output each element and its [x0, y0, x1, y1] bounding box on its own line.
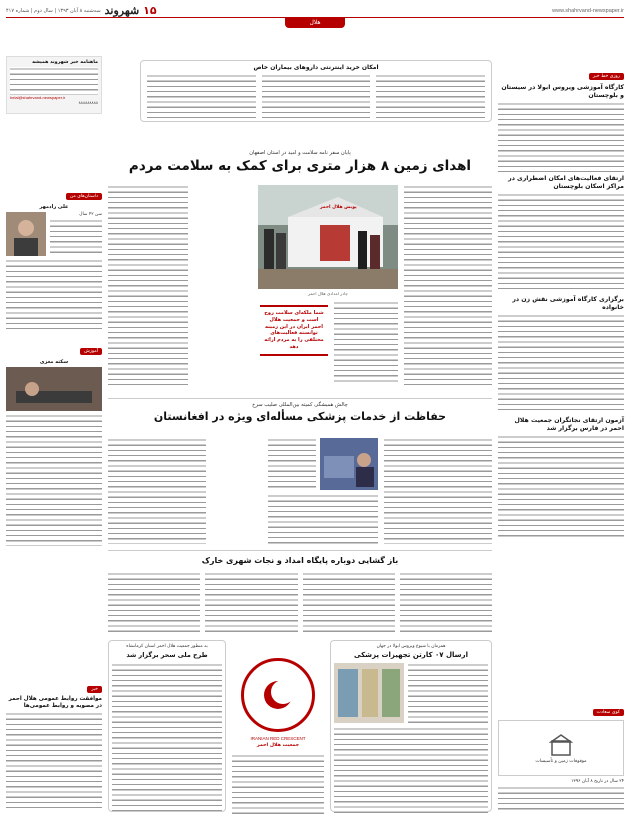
person-resting-illustration — [6, 367, 102, 411]
left-section-1-text — [6, 259, 102, 331]
author-photo — [6, 212, 46, 256]
building-icon — [549, 733, 573, 757]
right-item-1 — [498, 84, 624, 172]
second-story-photo — [320, 438, 378, 490]
second-story-column-mid — [268, 494, 378, 544]
bottom-right-center-kicker: همزمان با شیوع ویروس ابولا در جهان — [376, 644, 446, 649]
right-bottom-caption: موقوفات زمین و تأسیسات — [535, 758, 587, 764]
second-story-body — [108, 438, 492, 546]
main-story-column-right — [404, 185, 492, 385]
date-line: سه‌شنبه ۸ آبان ۱۳۹۳ | سال دوم | شماره ۴۱۷ — [6, 7, 101, 14]
top-banner-text-3 — [147, 74, 256, 120]
right-item-3-text — [498, 314, 624, 414]
main-story-headline[interactable]: اهدای زمین ۸ هزار متری برای کمک به سلامت مردم — [128, 158, 472, 174]
third-story-col-2 — [303, 572, 395, 634]
left-section-3-headline[interactable]: موافقت روابط عمومی هلال احمر در مصوبه و روابط عمومی‌ها — [8, 696, 102, 709]
masthead-brand — [6, 4, 157, 17]
right-item-1-headline[interactable]: کارگاه آموزشی ویروس ابولا در سیستان و بلوچستان — [501, 84, 624, 99]
medical-supplies-photo — [334, 663, 404, 723]
bottom-right-center-headline[interactable]: ارسال ۰۷ کارتن تجهیزات پزشکی — [354, 651, 468, 659]
left-section-3-tag[interactable]: خبر — [87, 686, 102, 693]
section-tab[interactable]: هلال — [285, 18, 345, 28]
site-url[interactable]: www.shahrvand-newspaper.ir — [552, 7, 624, 14]
bottom-center-kicker: به منظور جمعیت هلال احمر استان کرمانشاه — [126, 644, 208, 649]
bottom-center-text-2 — [232, 754, 324, 814]
second-story-headline[interactable]: حفاظت از خدمات پزشکی مسأله‌ای ویژه در افغانستان — [153, 410, 447, 423]
right-item-4-text — [498, 435, 624, 537]
main-story — [108, 150, 492, 174]
left-section-3-text — [6, 712, 102, 812]
third-story-col-4 — [108, 572, 200, 634]
left-column — [6, 56, 102, 812]
left-notice-email[interactable]: helal@shahrvand-newspaper.ir — [10, 95, 66, 100]
third-story — [108, 556, 492, 565]
story-divider — [108, 398, 492, 399]
left-notice-title: ماهنامه خبر شهروند همیشه — [32, 60, 98, 65]
left-author-bio — [50, 219, 102, 255]
page-number: ۱۵ — [143, 4, 157, 17]
second-story-column-right — [384, 438, 492, 544]
red-crescent-logo — [241, 658, 315, 732]
right-item-4 — [498, 417, 624, 537]
story-divider-2 — [108, 550, 492, 551]
second-story-column-mid2 — [268, 438, 316, 490]
left-section-2-caption: سکته مغزی — [39, 359, 69, 365]
right-item-3-headline[interactable]: برگزاری کارگاه آموزشی نقش زن در خانواده — [512, 296, 624, 311]
main-story-kicker: پایان سفر نامه سلامت و امید در استان اصفهان — [249, 150, 351, 156]
right-item-2-text — [498, 193, 624, 293]
bottom-center-right-box — [330, 640, 492, 812]
right-column-tag[interactable]: روزی خط خبر — [589, 73, 624, 80]
portrait-illustration — [6, 212, 46, 256]
right-bottom-note: ۲۴ سال در تاریخ ۸ آبان ۱۳۹۶ — [571, 779, 624, 784]
tent-label: پویش هلال احمر — [320, 205, 357, 210]
left-section-3 — [6, 675, 102, 812]
main-story-photo — [258, 185, 398, 289]
right-bottom-tag[interactable]: کوی سعادت — [593, 709, 624, 716]
red-crescent-logo-text: IRANIAN RED CRESCENT — [250, 736, 306, 741]
right-item-4-headline[interactable]: آزمون ارتقای نجاتگران جمعیت هلال احمر در فارس برگزار شد — [514, 417, 624, 432]
bottom-right-center-text-2 — [334, 727, 488, 817]
third-story-body — [108, 572, 492, 634]
clinic-photo-illustration — [320, 438, 378, 490]
left-notice-text — [10, 67, 98, 95]
bottom-right-center-text-1 — [408, 663, 488, 723]
red-crescent-logo-block — [232, 640, 324, 812]
bottom-center-left-box — [108, 640, 226, 812]
main-story-column-mid1 — [334, 301, 398, 385]
bottom-center-text — [112, 663, 222, 811]
right-item-1-text — [498, 102, 624, 172]
right-bottom-text — [498, 786, 624, 812]
main-story-body — [108, 185, 492, 390]
masthead — [6, 4, 624, 18]
top-banner-text-2 — [262, 74, 371, 120]
stroke-photo — [6, 367, 102, 411]
right-column — [498, 62, 624, 812]
main-story-quote-box — [260, 305, 328, 356]
right-item-2 — [498, 175, 624, 293]
left-section-2 — [6, 337, 102, 546]
left-notice-phone: ۸۸۸۸۸۸۸۸۸ — [78, 100, 98, 105]
third-story-headline[interactable]: باز گشایی دوباره پایگاه امداد و نجات شهری خارک — [201, 556, 399, 565]
right-bottom-emblem — [498, 720, 624, 776]
top-banner-text-1 — [376, 74, 485, 120]
third-story-col-1 — [400, 572, 492, 634]
right-bottom-box — [498, 698, 624, 812]
left-section-2-tag[interactable]: آموزش — [80, 348, 102, 355]
second-story — [108, 402, 492, 423]
crescent-icon — [258, 675, 298, 715]
left-section-1 — [6, 182, 102, 331]
left-author-note: سن ۴۲ سال — [79, 212, 102, 217]
second-story-column-left — [108, 438, 206, 544]
bottom-center-headline[interactable]: طرح ملی سحر برگزار شد — [126, 651, 208, 659]
left-section-2-text — [6, 414, 102, 546]
top-banner — [140, 60, 492, 122]
main-story-quote: شما ملکه‌ای سلامت روح است و جمعیت هلال احمر ایران در این زمینه توانسته فعالیت‌های مختلفی را به مردم ارائه دهد — [264, 310, 324, 350]
left-notice-box — [6, 56, 102, 114]
second-story-kicker: چالش همیشگی کمیته بین‌المللی صلیب سرخ — [252, 402, 348, 408]
right-item-3 — [498, 296, 624, 414]
left-section-1-tag[interactable]: داستان‌های من — [66, 193, 102, 200]
main-story-column-left — [108, 185, 188, 385]
tent-scene-illustration — [258, 185, 398, 289]
bottom-right-center-photo — [334, 663, 404, 723]
third-story-col-3 — [205, 572, 297, 634]
right-item-2-headline[interactable]: ارتقای فعالیت‌های امکان اضطراری در مراکز اسکان بلوچستان — [508, 175, 624, 190]
left-author-name: علی رادمهر — [39, 204, 69, 210]
top-banner-headline[interactable]: امکان خرید اینترنتی داروهای بیماران خاص — [253, 64, 379, 71]
main-story-photo-caption: چادر امدادی هلال احمر — [308, 291, 348, 296]
newspaper-logo[interactable]: شهروند — [104, 4, 140, 17]
red-crescent-logo-text-fa: جمعیت هلال احمر — [256, 743, 300, 748]
